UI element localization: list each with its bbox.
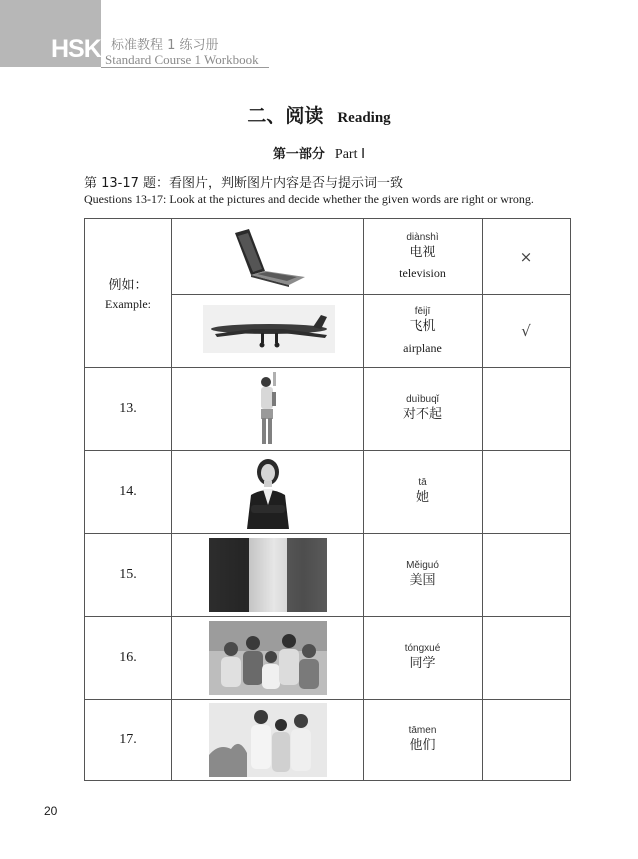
friends-group-image (209, 703, 327, 777)
question-word-cell (363, 451, 482, 533)
hanzi-text: 美国 (409, 572, 436, 588)
hanzi-text: 他们 (409, 737, 436, 753)
pinyin-text: Měiguó (406, 559, 439, 571)
hsk-logo: HSK (51, 35, 101, 63)
pinyin-text: tóngxué (404, 642, 441, 654)
family-group-image (209, 621, 327, 695)
page-number: 20 (44, 804, 58, 818)
question-number: 14. (119, 484, 137, 499)
example-word-cell (363, 295, 482, 367)
hanzi-text: 同学 (409, 655, 436, 671)
pinyin-text: fēijī (414, 306, 431, 318)
question-number: 17. (119, 732, 137, 747)
airplane-image (203, 305, 335, 353)
question-number: 13. (119, 401, 137, 416)
question-word-cell (363, 368, 482, 450)
instructions-cn: 第 13-17 题：看图片，判断图片内容是否与提示词一致 (84, 176, 404, 191)
question-number: 15. (119, 567, 137, 582)
course-title-cn: 标准教程 1 练习册 (111, 38, 219, 53)
pinyin-text: diànshì (406, 231, 439, 243)
example-label-en: Example: (105, 297, 151, 311)
section-title (0, 101, 638, 128)
answer-cell (482, 295, 570, 367)
part-title (0, 143, 638, 163)
pinyin-text: tāmen (408, 724, 437, 736)
english-text: television (399, 266, 446, 281)
hanzi-text: 电视 (409, 244, 436, 260)
part-title-cn: 第一部分 (272, 147, 325, 162)
section-title-cn: 二、阅读 (247, 105, 324, 127)
answer-cell[interactable] (482, 368, 570, 450)
example-label-cn: 例如： (108, 278, 148, 293)
laptop-image (221, 227, 317, 287)
answer-cell[interactable] (482, 534, 570, 616)
header-underline (101, 67, 269, 68)
smiling-woman-image (243, 455, 293, 529)
example-label (85, 219, 171, 367)
section-title-en: Reading (337, 110, 391, 126)
question-word-cell (363, 617, 482, 699)
question-word-cell (363, 700, 482, 780)
example-word-cell (363, 219, 482, 294)
wrong-mark: × (519, 247, 533, 266)
course-title-en: Standard Course 1 Workbook (105, 52, 259, 67)
column-divider (171, 219, 172, 780)
question-table (84, 218, 571, 781)
english-text: airplane (403, 340, 442, 355)
waving-woman-image (253, 372, 281, 448)
question-number: 16. (119, 650, 137, 665)
hanzi-text: 飞机 (409, 319, 436, 335)
part-title-en: Part Ⅰ (334, 147, 366, 162)
hanzi-text: 她 (415, 489, 429, 505)
pinyin-text: duìbuqǐ (406, 393, 439, 405)
answer-cell (482, 219, 570, 294)
question-word-cell (363, 534, 482, 616)
answer-cell[interactable] (482, 451, 570, 533)
tricolor-flag-image (209, 538, 327, 612)
hanzi-text: 对不起 (402, 406, 442, 422)
right-mark: √ (521, 322, 531, 340)
answer-cell[interactable] (482, 700, 570, 780)
pinyin-text: tā (418, 476, 427, 488)
answer-cell[interactable] (482, 617, 570, 699)
instructions-en: Questions 13-17: Look at the pictures and decide whether the given words are right or wrong. (84, 192, 534, 206)
